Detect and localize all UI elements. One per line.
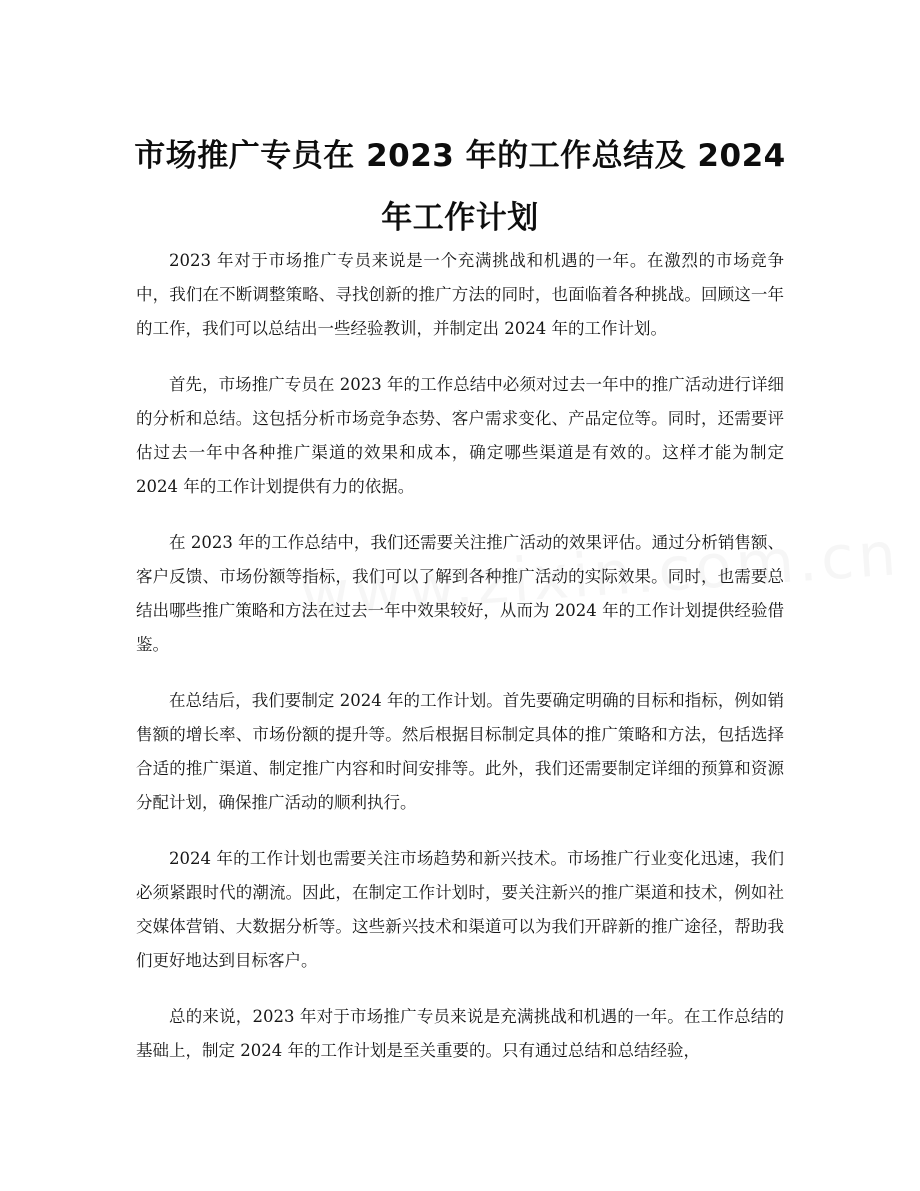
paragraph-3: 在 2023 年的工作总结中，我们还需要关注推广活动的效果评估。通过分析销售额、客户反馈、市场份额等指标，我们可以了解到各种推广活动的实际效果。同时，也需要总结出哪些推广策略和方法在过去一年中效果较好，从而为 2024 年的工作计划提供经验借鉴。 [136,533,784,654]
paragraph-4: 在总结后，我们要制定 2024 年的工作计划。首先要确定明确的目标和指标，例如销售额的增长率、市场份额的提升等。然后根据目标制定具体的推广策略和方法，包括选择合适的推广渠道、制定推广内容和时间安排等。此外，我们还需要制定详细的预算和资源分配计划，确保推广活动的顺利执行。 [136,691,784,812]
paragraph-6: 总的来说，2023 年对于市场推广专员来说是充满挑战和机遇的一年。在工作总结的基础上，制定 2024 年的工作计划是至关重要的。只有通过总结和总结经验， [136,1007,784,1060]
document-body [136,244,784,1090]
paragraph-5: 2024 年的工作计划也需要关注市场趋势和新兴技术。市场推广行业变化迅速，我们必须紧跟时代的潮流。因此，在制定工作计划时，要关注新兴的推广渠道和技术，例如社交媒体营销、大数据分析等。这些新兴技术和渠道可以为我们开辟新的推广途径，帮助我们更好地达到目标客户。 [136,849,784,970]
paragraph-2: 首先，市场推广专员在 2023 年的工作总结中必须对过去一年中的推广活动进行详细的分析和总结。这包括分析市场竞争态势、客户需求变化、产品定位等。同时，还需要评估过去一年中各种推广渠道的效果和成本，确定哪些渠道是有效的。这样才能为制定 2024 年的工作计划提供有力的依据。 [136,375,784,496]
document-title: 市场推广专员在 2023 年的工作总结及 2024 年工作计划 [134,137,786,236]
paragraph-1: 2023 年对于市场推广专员来说是一个充满挑战和机遇的一年。在激烈的市场竞争中，我们在不断调整策略、寻找创新的推广方法的同时，也面临着各种挑战。回顾这一年的工作，我们可以总结出一些经验教训，并制定出 2024 年的工作计划。 [136,251,784,338]
